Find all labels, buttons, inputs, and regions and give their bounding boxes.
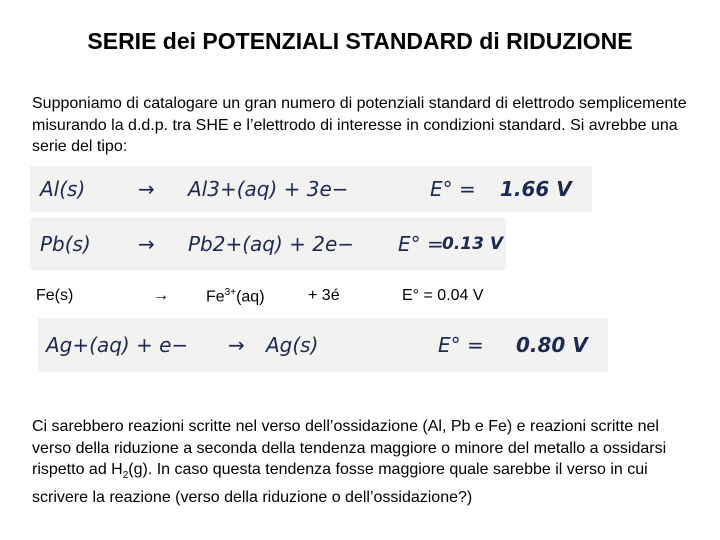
potential-label: E° = — [438, 333, 484, 357]
potential-value: 1.66 V — [500, 177, 572, 201]
potential-value: 0.80 V — [516, 333, 588, 357]
potential-value: 0.13 V — [442, 234, 504, 254]
arrow-icon: → — [153, 287, 169, 304]
fe-electrons: + 3é — [308, 287, 340, 304]
product-charge: 3+ — [224, 287, 237, 298]
handwritten-reaction-al — [30, 166, 592, 212]
h2-subscript: 2 — [122, 470, 129, 482]
conclusion-text: Ci sarebbero reazioni scritte nel verso dell’ossidazione (Al, Pb e Fe) e reazioni scritte nel verso della riduzione a seconda della tendenza maggiore o minore del metallo a ossidarsi rispetto ad H — [32, 418, 667, 478]
product: Pb2+(aq) + 2e− — [188, 232, 355, 256]
product: Al3+(aq) + 3e− — [188, 177, 349, 201]
reactant: Al(s) — [40, 177, 86, 201]
arrow-icon: → — [228, 333, 245, 357]
handwritten-reaction-pb — [30, 218, 506, 270]
intro-paragraph: Supponiamo di catalogare un gran numero di potenziali standard di elettrodo semplicemente misurando la d.d.p. tra SHE e l’elettrodo di interesse in condizioni standard. Si avrebbe una serie del tipo: — [32, 95, 687, 155]
conclusion-paragraph — [32, 416, 692, 508]
arrow-icon: → — [138, 232, 155, 256]
product: Ag(s) — [266, 333, 319, 357]
fe-potential: E° = 0.04 V — [402, 287, 484, 304]
handwritten-reaction-ag — [38, 318, 608, 372]
potential-label: E° = — [430, 177, 476, 201]
product-state: (aq) — [236, 288, 265, 306]
slide-title: SERIE dei POTENZIALI STANDARD di RIDUZIONE — [87, 28, 633, 54]
product-base: Fe — [206, 288, 225, 306]
fe-product — [206, 287, 265, 306]
arrow-icon: → — [138, 177, 155, 201]
reactant: Pb(s) — [40, 232, 91, 256]
fe-reactant: Fe(s) — [36, 287, 74, 304]
conclusion-text-2: (g). In caso questa tendenza fosse maggiore quale sarebbe il verso in cui scrivere la reazione (verso della riduzione o dell’ossidazione?) — [32, 461, 648, 506]
reactant: Ag+(aq) + e− — [46, 333, 189, 357]
potential-label: E° = — [398, 232, 444, 256]
